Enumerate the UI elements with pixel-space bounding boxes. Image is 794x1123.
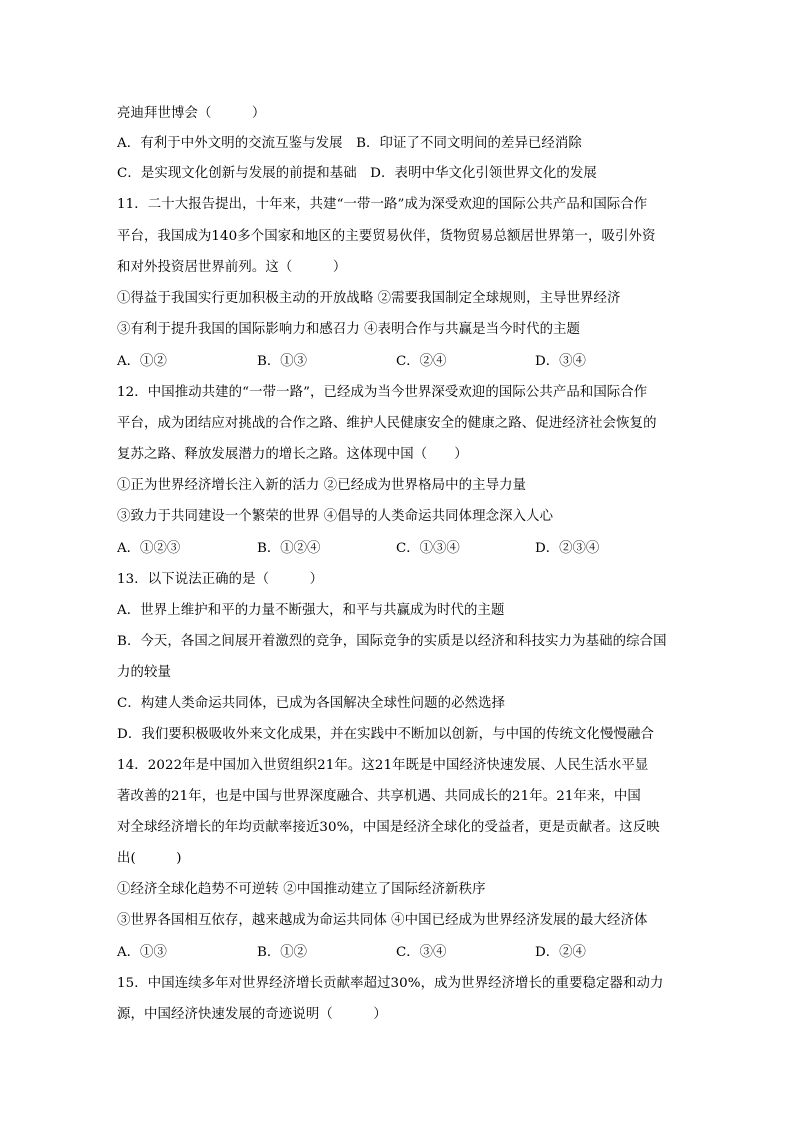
q11-stem-line-1: 11．二十大报告提出，十年来，共建“一带一路”成为深受欢迎的国际公共产品和国际合作 <box>117 197 648 212</box>
q14-stem-line-2: 著改善的21年，也是中国与世界深度融合、共享机遇、共同成长的21年。21年来，中国 <box>117 789 641 804</box>
q11-option-d: D．③④ <box>535 354 586 369</box>
q12-stem-line-3: 复苏之路、释放发展潜力的增长之路。这体现中国（ ） <box>117 447 468 462</box>
q14-option-c: C．③④ <box>396 945 447 960</box>
q14-statements-1: ①经济全球化趋势不可逆转 ②中国推动建立了国际经济新秩序 <box>117 882 486 897</box>
q14-option-a: A．①③ <box>117 945 167 960</box>
q13-option-b-line-1: B．今天，各国之间展开着激烈的竞争，国际竞争的实质是以经济和科技实力为基础的综合国 <box>117 634 667 649</box>
q13-option-d: D．我们要积极吸收外来文化成果，并在实践中不断加以创新，与中国的传统文化慢慢融合 <box>117 727 654 742</box>
q13-option-a: A．世界上维护和平的力量不断强大，和平与共赢成为时代的主题 <box>117 603 505 618</box>
q11-statements-1: ①得益于我国实行更加积极主动的开放战略 ②需要我国制定全球规则，主导世界经济 <box>117 291 621 306</box>
q10-options-cd: C．是实现文化创新与发展的前提和基础 D．表明中华文化引领世界文化的发展 <box>117 166 597 181</box>
q13-stem: 13．以下说法正确的是（ ） <box>117 572 324 587</box>
q13-option-b-line-2: 力的较量 <box>117 665 171 680</box>
q14-statements-2: ③世界各国相互依存，越来越成为命运共同体 ④中国已经成为世界经济发展的最大经济体 <box>117 913 648 928</box>
q11-option-c: C．②④ <box>396 354 447 369</box>
q11-option-a: A．①② <box>117 354 167 369</box>
q12-stem-line-2: 平台，成为团结应对挑战的合作之路、维护人民健康安全的健康之路、促进经济社会恢复的 <box>117 416 657 431</box>
q11-stem-line-3: 和对外投资居世界前列。这（ ） <box>117 260 347 275</box>
q12-option-c: C．①③④ <box>396 541 460 556</box>
q12-statements-2: ③致力于共同建设一个繁荣的世界 ④倡导的人类命运共同体理念深入人心 <box>117 509 554 524</box>
q15-stem-line-2: 源，中国经济快速发展的奇迹说明（ ） <box>117 1007 387 1022</box>
q10-options-ab: A．有利于中外文明的交流互鉴与发展 B．印证了不同文明间的差异已经消除 <box>117 136 582 151</box>
q11-stem-line-2: 平台，我国成为140多个国家和地区的主要贸易伙伴，货物贸易总额居世界第一，吸引外资 <box>117 229 656 244</box>
q12-option-d: D．②③④ <box>535 541 600 556</box>
q12-option-b: B．①②④ <box>257 541 321 556</box>
q12-statements-1: ①正为世界经济增长注入新的活力 ②已经成为世界格局中的主导力量 <box>117 478 527 493</box>
q14-option-d: D．②④ <box>535 945 586 960</box>
q15-stem-line-1: 15．中国连续多年对世界经济增长贡献率超过30%，成为世界经济增长的重要稳定器和动力 <box>117 976 664 991</box>
q14-stem-line-3: 对全球经济增长的年均贡献率接近30%，中国是经济全球化的受益者，更是贡献者。这反映 <box>117 820 660 835</box>
q11-statements-2: ③有利于提升我国的国际影响力和感召力 ④表明合作与共赢是当今时代的主题 <box>117 322 581 337</box>
q11-option-b: B．①③ <box>257 354 308 369</box>
q13-option-c: C．构建人类命运共同体，已成为各国解决全球性问题的必然选择 <box>117 696 506 711</box>
q14-stem-line-1: 14．2022年是中国加入世贸组织21年。这21年既是中国经济快速发展、人民生活水平显 <box>117 758 649 773</box>
q10-stem-tail: 亮迪拜世博会（ ） <box>117 106 266 121</box>
q14-stem-line-4: 出( ) <box>117 851 182 866</box>
q12-stem-line-1: 12．中国推动共建的“一带一路”，已经成为当今世界深受欢迎的国际公共产品和国际合作 <box>117 385 648 400</box>
q12-option-a: A．①②③ <box>117 541 181 556</box>
q14-option-b: B．①② <box>257 945 308 960</box>
